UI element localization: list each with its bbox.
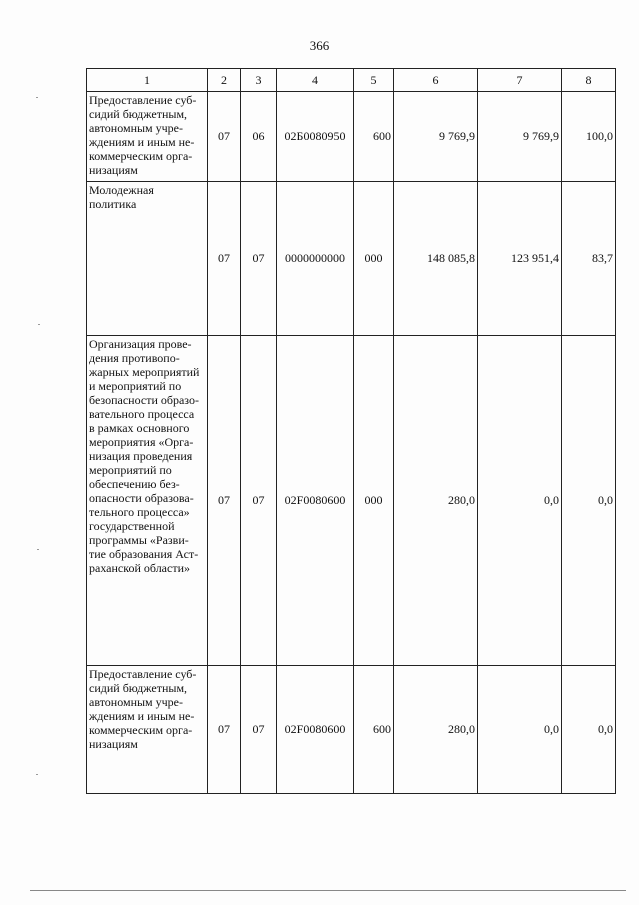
actual-amount-cell: 9 769,9: [478, 92, 562, 182]
planned-amount-cell: 280,0: [394, 666, 478, 794]
expense-type-cell: 600: [354, 92, 394, 182]
header-row: [87, 69, 616, 92]
target-article-cell: 02Б0080950: [277, 92, 354, 182]
section-cell: 07: [208, 182, 241, 336]
expense-type-cell: 600: [354, 666, 394, 794]
percent-cell: 100,0: [562, 92, 616, 182]
subsection-cell: 07: [241, 182, 277, 336]
col-header: 7: [478, 69, 562, 92]
col-header: 5: [354, 69, 394, 92]
table-row: [87, 92, 616, 182]
col-header: 2: [208, 69, 241, 92]
subsection-cell: 07: [241, 666, 277, 794]
table-row: [87, 182, 616, 336]
actual-amount-cell: 0,0: [478, 666, 562, 794]
row-name-cell: Предоставление суб- сидий бюджетным, автономным учре- ждениям и иным не- коммерческим орга- низациям: [87, 92, 208, 182]
subsection-cell: 07: [241, 336, 277, 666]
table-row: [87, 336, 616, 666]
target-article-cell: 0000000000: [277, 182, 354, 336]
percent-cell: 0,0: [562, 666, 616, 794]
planned-amount-cell: 9 769,9: [394, 92, 478, 182]
budget-table: [86, 68, 616, 794]
row-name-cell: Молодежная политика: [87, 182, 208, 336]
target-article-cell: 02F0080600: [277, 336, 354, 666]
planned-amount-cell: 148 085,8: [394, 182, 478, 336]
row-name-cell: Предоставление суб- сидий бюджетным, автономным учре- ждениям и иным не- коммерческим орга- низациям: [87, 666, 208, 794]
section-cell: 07: [208, 92, 241, 182]
row-name-cell: Организация прове- дения противопо- жарных мероприятий и мероприятий по безопасности образо- вательного процесса в рамках основного мероприятия «Орга- низация проведения мероприятий по обеспечению без- опасности образова- тельного процесса» государственной программы «Разви- тие образования Аст- раханской области»: [87, 336, 208, 666]
section-cell: 07: [208, 336, 241, 666]
col-header: 4: [277, 69, 354, 92]
subsection-cell: 06: [241, 92, 277, 182]
scan-speck: [36, 97, 38, 98]
percent-cell: 83,7: [562, 182, 616, 336]
actual-amount-cell: 123 951,4: [478, 182, 562, 336]
col-header: 8: [562, 69, 616, 92]
scan-speck: [38, 324, 40, 325]
page-number: 366: [309, 38, 330, 53]
percent-cell: 0,0: [562, 336, 616, 666]
expense-type-cell: 000: [354, 182, 394, 336]
planned-amount-cell: 280,0: [394, 336, 478, 666]
scan-speck: [37, 549, 39, 550]
target-article-cell: 02F0080600: [277, 666, 354, 794]
actual-amount-cell: 0,0: [478, 336, 562, 666]
section-cell: 07: [208, 666, 241, 794]
scan-speck: [36, 774, 38, 775]
col-header: 3: [241, 69, 277, 92]
table-row: [87, 666, 616, 794]
expense-type-cell: 000: [354, 336, 394, 666]
col-header: 6: [394, 69, 478, 92]
page-bottom-edge: [30, 890, 626, 891]
col-header: 1: [87, 69, 208, 92]
